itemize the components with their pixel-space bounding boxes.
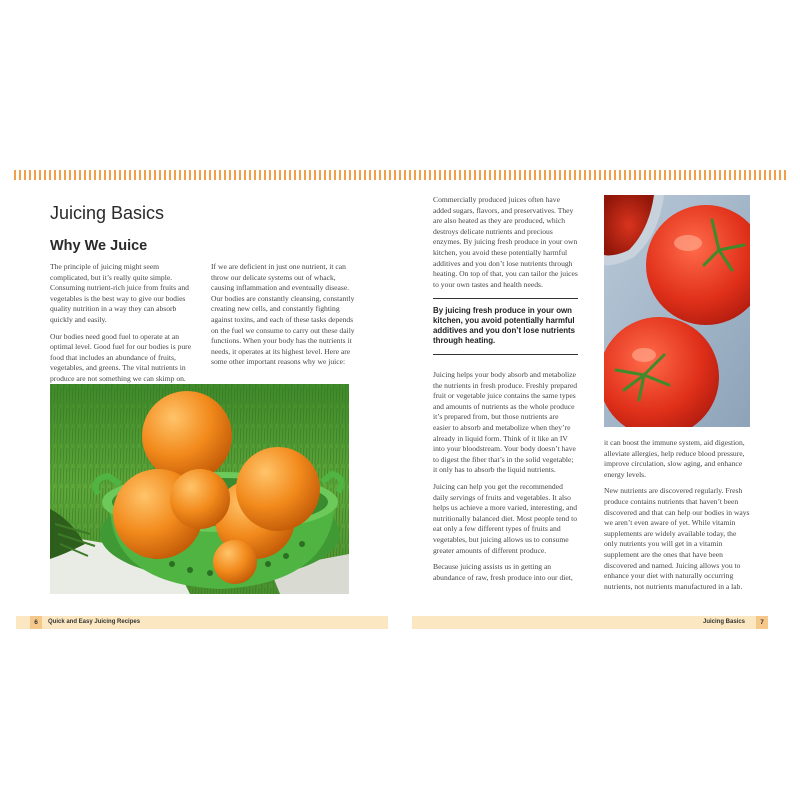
paragraph: Our bodies need good fuel to operate at an optimal level. Good fuel for our bodies is pure food that includes an abundance of fruits, vegetables, and greens. The vital nutrients in produce are not something we can skimp on.	[50, 331, 192, 383]
right-column-1-top	[433, 195, 578, 296]
paragraph: Because juicing assists us in getting an abundance of raw, fresh produce into our diet,	[433, 562, 573, 582]
page-title: Juicing Basics	[50, 203, 165, 223]
paragraph: it can boost the immune system, aid digestion, alleviate allergies, help reduce blood pressure, improve circulation, slow aging, and enhance energy levels.	[604, 438, 745, 479]
right-column-2	[604, 438, 750, 598]
paragraph: Juicing helps your body absorb and metabolize the nutrients in fresh produce. Freshly prepared fruit or vegetable juice contains the same types and amounts of nutrients as the whole produce it’s prepared from, but those nutrients are easier to absorb and metabolize when they’re already in liquid form. Think of it like an IV into your bloodstream. Your body doesn’t have to digest the fiber that’s in the solid vegetable; it only has to absorb the liquid nutrients.	[433, 370, 578, 475]
paragraph: Juicing can help you get the recommended daily servings of fruits and vegetables. It also helps us achieve a more varied, interesting, and nutritionally balanced diet. Most people tend to eat only a few different types of fruits and vegetables, but juicing allows us to consume greater amounts of different produce.	[433, 481, 578, 555]
section-heading: Why We Juice	[50, 238, 148, 254]
paragraph: If we are deficient in just one nutrient, it can throw our delicate systems out of whack, causing inflammation and eventually disease. Our bodies are constantly cleansing, constantly creating new cells, and constantly fighting against toxins, and each of these tasks depends on the fuel we consume to carry out these daily functions. When your body has the nutrients it needs, it operates at its highest level. Here are some other important reasons why we juice:	[211, 262, 355, 367]
right-column-1-bottom	[433, 370, 578, 589]
running-footer-book-title: Quick and Easy Juicing Recipes	[48, 619, 141, 625]
page-number: 6	[30, 616, 42, 629]
left-column-2	[211, 262, 357, 374]
running-footer-section-title: Juicing Basics	[703, 619, 746, 625]
paragraph: The principle of juicing might seem complicated, but it’s really quite simple. Consuming nutrient-rich juice from fruits and vegetables is the best way to give our bodies quality nutrition in a way they can absorb quickly and easily.	[50, 262, 189, 324]
tomatoes-photo	[604, 195, 750, 427]
page-number: 7	[756, 616, 768, 629]
left-column-1	[50, 262, 196, 391]
paragraph: Commercially produced juices often have added sugars, flavors, and preservatives. They are also heated as they are produced, which destroys delicate nutrients and precious enzymes. By juicing fresh produce in your own kitchen, you avoid these potentially harmful additives and you don’t lose nutrients through heating. On top of that, you can tailor the juices to your own tastes and health needs.	[433, 195, 578, 289]
paragraph: New nutrients are discovered regularly. Fresh produce contains nutrients that haven’t been discovered and that can help our bodies in ways we aren’t even aware of yet. While vitamin supplements are widely available today, the only nutrients you will get in a vitamin supplement are the ones that have been discovered and named. Juicing allows you to enhance your diet with naturally occurring nutrients, not nutrients manufactured in a lab.	[604, 486, 750, 591]
pull-quote: By juicing fresh produce in your own kitchen, you avoid potentially harmful additives and you don’t lose nutrients through heating.	[433, 298, 578, 355]
oranges-colander-photo	[50, 384, 349, 594]
decorative-stripe-band	[14, 170, 786, 180]
